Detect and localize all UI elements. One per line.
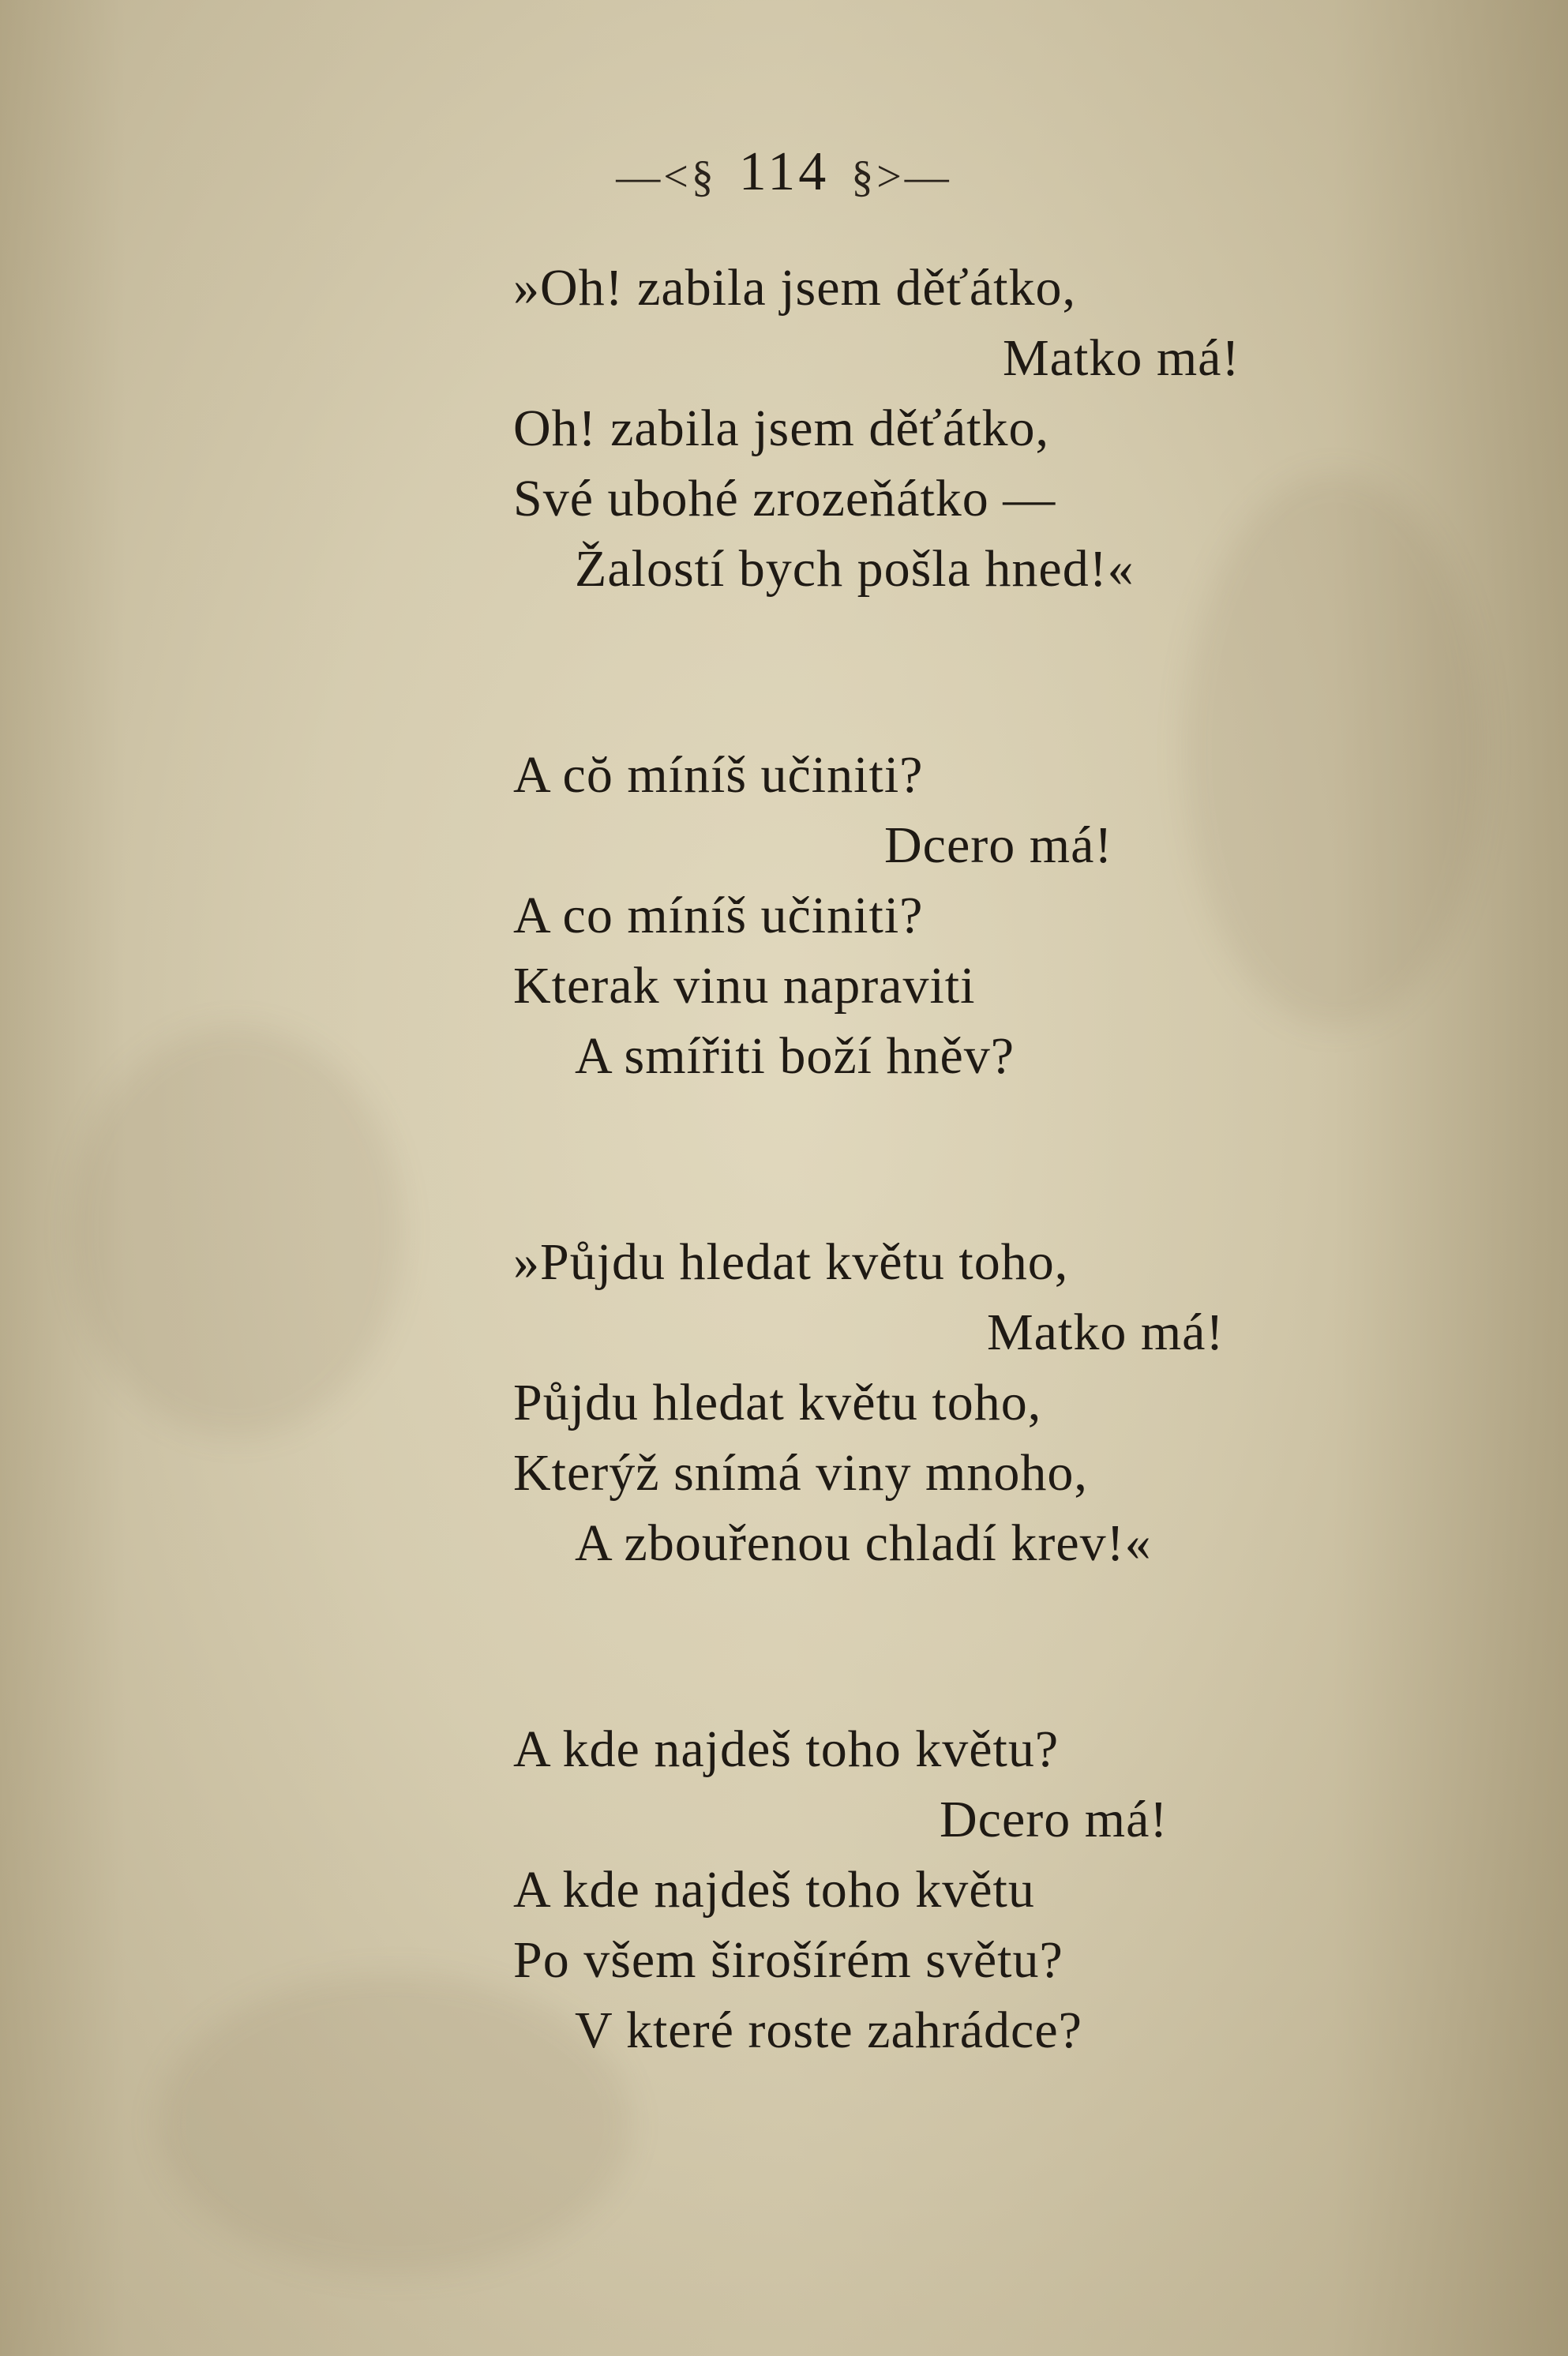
- verse-line: A cŏ míníš učiniti?: [513, 746, 924, 804]
- verse-line: »Půjdu hledat květu toho,: [513, 1233, 1069, 1291]
- verse-line: Matko má!: [987, 1304, 1225, 1361]
- verse-line: Půjdu hledat květu toho,: [513, 1374, 1042, 1431]
- verse-line: Své ubohé zrozeňátko —: [513, 470, 1056, 527]
- stanza-1: [513, 253, 1350, 604]
- verse-line: »Oh! zabila jsem děťátko,: [513, 259, 1076, 317]
- paper-stain: [71, 1026, 403, 1437]
- poem-body: [513, 253, 1350, 2201]
- verse-line: Matko má!: [1003, 329, 1240, 387]
- page-header: [0, 141, 1568, 204]
- stanza-4: [513, 1714, 1350, 2065]
- verse-line: Dcero má!: [884, 816, 1113, 874]
- verse-line: Kterak vinu napraviti: [513, 957, 976, 1015]
- stanza-3: [513, 1227, 1350, 1578]
- verse-line: Dcero má!: [940, 1791, 1168, 1848]
- verse-line: A kde najdeš toho květu?: [513, 1720, 1060, 1778]
- verse-line: Oh! zabila jsem děťátko,: [513, 400, 1049, 457]
- verse-line: Kterýž snímá viny mnoho,: [513, 1444, 1088, 1502]
- verse-line: Po všem širošírém světu?: [513, 1931, 1063, 1989]
- page-number: 114: [738, 141, 830, 202]
- verse-line: Žalostí bych pošla hned!«: [575, 540, 1135, 598]
- verse-line: V které roste zahrádce?: [575, 2001, 1082, 2059]
- verse-line: A zbouřenou chladí krev!«: [575, 1514, 1152, 1572]
- ornament-right-icon: §>—: [851, 152, 952, 201]
- verse-line: A smířiti boží hněv?: [575, 1027, 1015, 1085]
- ornament-left-icon: —<§: [616, 152, 717, 201]
- stanza-2: [513, 740, 1350, 1091]
- verse-line: A kde najdeš toho květu: [513, 1861, 1035, 1919]
- verse-line: A co míníš učiniti?: [513, 887, 924, 944]
